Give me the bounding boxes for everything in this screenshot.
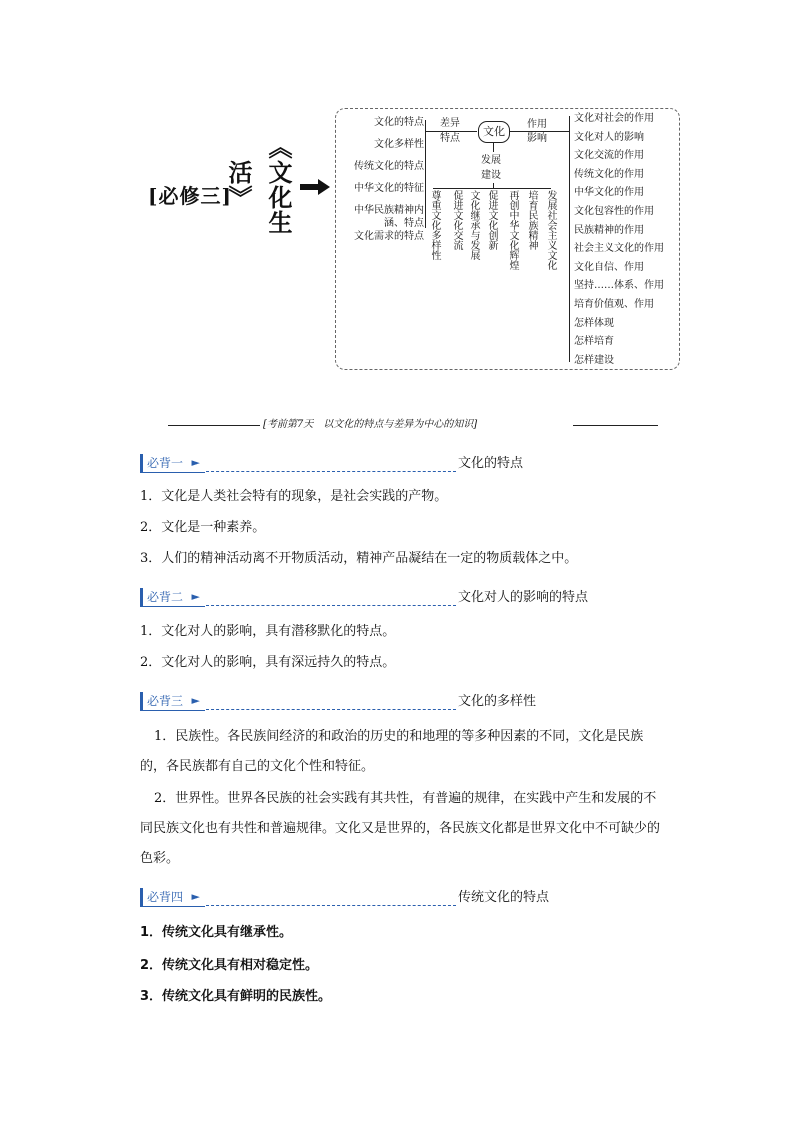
- list-item: 3．人们的精神活动离不开物质活动，精神产品凝结在一定的物质载体之中。: [140, 551, 578, 566]
- right-item: 民族精神的作用: [574, 224, 644, 236]
- banner-text: [考前第7天 以文化的特点与差异为中心的知识]: [263, 419, 478, 430]
- vertical-item: 促进文化创新: [486, 190, 497, 250]
- section-header: [140, 888, 640, 908]
- banner-rule-right: [573, 425, 658, 426]
- section-divider: [206, 905, 456, 906]
- course-title: 《文化生活》: [224, 135, 293, 235]
- vertical-item: 尊重文化多样性: [429, 190, 440, 260]
- list-item: 2．文化是一种素养。: [140, 520, 266, 535]
- section-tag: 必背四 ►: [140, 888, 205, 907]
- connector: [433, 188, 551, 189]
- section-title: 文化对人的影响的特点: [458, 590, 589, 605]
- arrow-head-icon: [318, 179, 330, 195]
- left-item: 文化的特点: [374, 117, 424, 128]
- right-item: 培育价值观、作用: [574, 298, 654, 310]
- section-divider: [206, 709, 456, 710]
- section-header: [140, 692, 640, 712]
- section-divider: [206, 605, 456, 606]
- left-item: 文化多样性: [374, 139, 424, 150]
- branch-right-top: 作用: [527, 119, 547, 130]
- list-item: 1．传统文化具有继承性。: [140, 925, 293, 940]
- list-item: 1．文化对人的影响，具有潜移默化的特点。: [140, 624, 396, 639]
- section-header: [140, 588, 640, 608]
- day-banner: [168, 417, 658, 433]
- right-item: 文化对社会的作用: [574, 113, 654, 124]
- right-item: 传统文化的作用: [574, 168, 644, 180]
- right-item: 坚持……体系、作用: [574, 280, 664, 292]
- develop-bottom: 建设: [481, 170, 501, 181]
- vertical-item: 文化继承与发展: [468, 190, 479, 260]
- develop-top: 发展: [481, 155, 501, 166]
- section-title: 文化的特点: [458, 456, 524, 471]
- branch-right-bottom: 影响: [527, 133, 547, 144]
- list-item: 1．文化是人类社会特有的现象，是社会实践的产物。: [140, 489, 448, 504]
- right-item: 文化对人的影响: [574, 131, 644, 143]
- left-item: 中华文化的特征: [354, 183, 424, 194]
- arrow-icon: [300, 184, 320, 190]
- connector: [425, 131, 477, 132]
- list-item: 1．民族性。各民族间经济的和政治的历史的和地理的等多种因素的不同，文化是民族的，各民族都有自己的文化个性和特征。: [140, 729, 644, 774]
- right-item: 怎样体现: [574, 317, 614, 329]
- section-title: 传统文化的特点: [458, 890, 550, 905]
- section-header: [140, 454, 640, 474]
- right-item: 怎样培育: [574, 336, 614, 348]
- list-item: 3．传统文化具有鲜明的民族性。: [140, 989, 332, 1004]
- vertical-item: 发展社会主义文化: [545, 190, 556, 270]
- banner-rule-left: [168, 425, 260, 426]
- vertical-item: 培育民族精神: [526, 190, 537, 250]
- left-item: 涵、特点: [384, 218, 424, 229]
- right-item: 中华文化的作用: [574, 187, 644, 199]
- section-divider: [206, 471, 456, 472]
- right-items: [570, 110, 664, 370]
- branch-left-top: 差异: [440, 118, 460, 129]
- left-items: [336, 112, 424, 244]
- left-item: 文化需求的特点: [354, 231, 424, 242]
- left-item: 传统文化的特点: [354, 161, 424, 172]
- culture-node: 文化: [478, 121, 510, 143]
- section-title: 文化的多样性: [458, 694, 537, 709]
- section-tag: 必背二 ►: [140, 588, 205, 607]
- left-bracket: [425, 120, 426, 228]
- right-item: 文化包容性的作用: [574, 205, 654, 217]
- list-item: 2．世界性。世界各民族的社会实践有其共性，有普遍的规律，在实践中产生和发展的不同民族文化也有共性和普遍规律。文化又是世界的，各民族文化都是世界文化中不可缺少的色彩。: [140, 791, 661, 866]
- book-label: [必修三]: [148, 184, 232, 208]
- connector: [493, 142, 494, 152]
- vertical-item: 再创中华文化辉煌: [507, 190, 518, 270]
- list-item: 2．传统文化具有相对稳定性。: [140, 958, 319, 973]
- section-tag: 必背一 ►: [140, 454, 205, 473]
- right-item: 怎样建设: [574, 354, 614, 366]
- right-item: 社会主义文化的作用: [574, 243, 664, 255]
- vertical-item: 促进文化交流: [451, 190, 462, 250]
- section-tag: 必背三 ►: [140, 692, 205, 711]
- left-item: 中华民族精神内: [354, 205, 424, 216]
- connector: [509, 131, 569, 132]
- right-item: 文化交流的作用: [574, 150, 644, 162]
- list-item: 2．文化对人的影响，具有深远持久的特点。: [140, 655, 396, 670]
- branch-left-bottom: 特点: [440, 133, 460, 144]
- right-item: 文化自信、作用: [574, 261, 644, 273]
